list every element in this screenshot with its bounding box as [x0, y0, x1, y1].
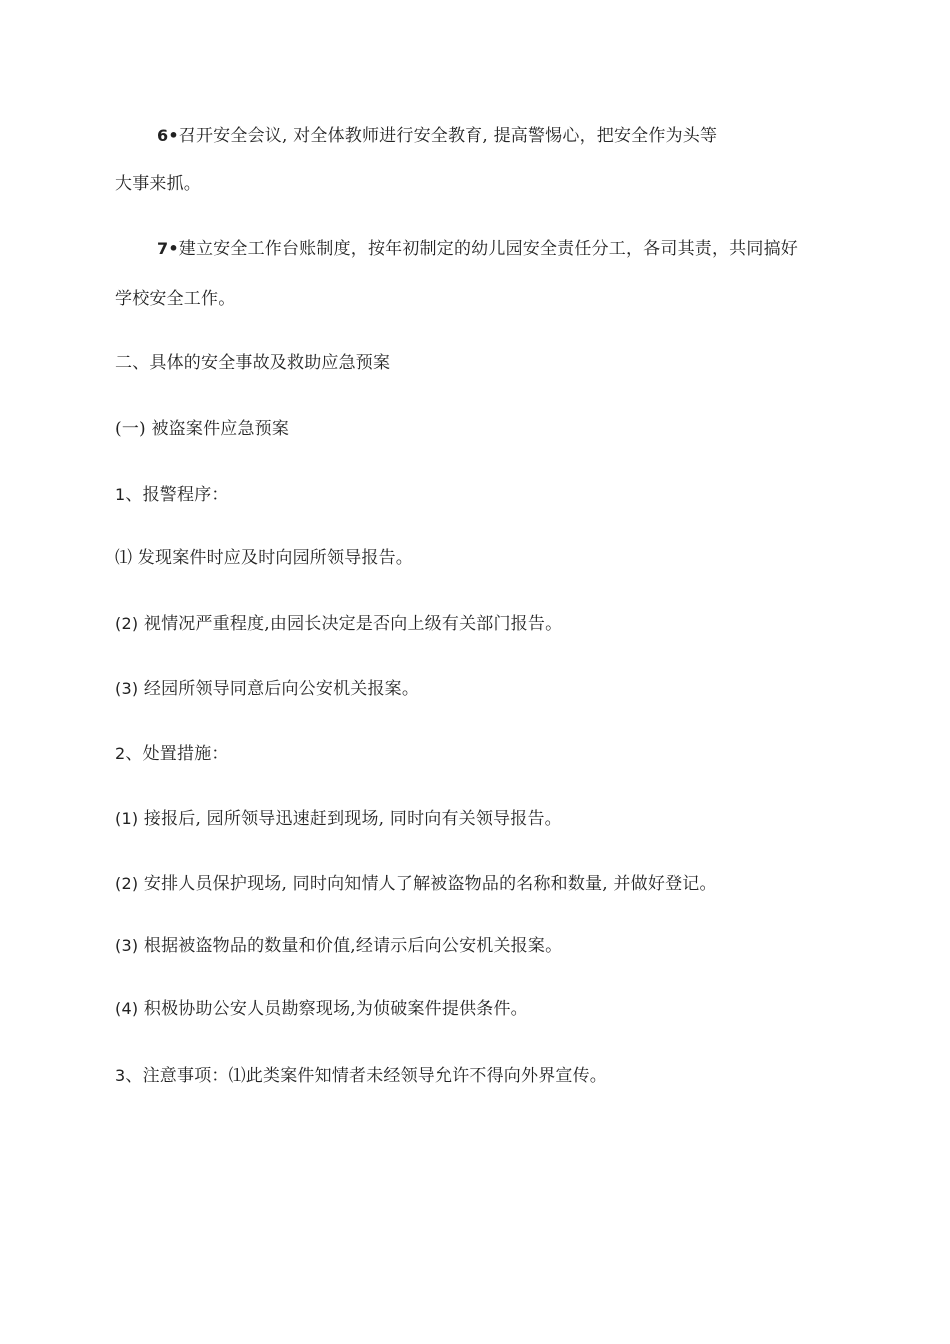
paragraph-continuation — [115, 287, 235, 311]
item-number: (2) — [115, 874, 139, 893]
section-heading — [115, 351, 390, 375]
item-number: 7• — [157, 239, 179, 258]
item-number: (2) — [115, 614, 139, 633]
paragraph-text: 学校安全工作。 — [115, 289, 236, 309]
paragraph-text: 、处置措施： — [125, 744, 229, 764]
paragraph-text: 经园所领导同意后向公安机关报案。 — [138, 679, 420, 699]
item-number: 6• — [157, 126, 179, 145]
paragraph-text: 视情况严重程度,由园长决定是否向上级有关部门报告。 — [138, 614, 563, 634]
list-item — [115, 997, 528, 1021]
paragraph-continuation — [115, 172, 201, 196]
list-heading-measures — [115, 742, 229, 766]
list-item — [115, 934, 562, 958]
item-number: 1 — [115, 485, 126, 504]
paragraph-text: 大事来抓。 — [115, 174, 201, 194]
list-item — [115, 677, 419, 701]
item-number: (1) — [115, 809, 139, 828]
paragraph-text: 、报警程序： — [125, 485, 229, 505]
paragraph-text: 接报后, 园所领导迅速赶到现场, 同时向有关领导报告。 — [138, 809, 562, 829]
heading-text: 二、具体的安全事故及救助应急预案 — [115, 353, 391, 373]
paragraph-text: 召开安全会议, 对全体教师进行安全教育, 提高警惕心，把安全作为头等 — [178, 126, 718, 146]
list-item — [115, 807, 562, 831]
subsection-heading — [115, 417, 289, 441]
paragraph-text: 安排人员保护现场, 同时向知情人了解被盗物品的名称和数量, 并做好登记。 — [138, 874, 717, 894]
paragraph-item-6 — [157, 124, 717, 148]
paragraph-text: 、注意事项：⑴此类案件知情者未经领导允许不得向外界宣传。 — [125, 1066, 607, 1086]
heading-text: (一) 被盗案件应急预案 — [115, 419, 290, 439]
item-number: (4) — [115, 999, 139, 1018]
list-item — [115, 872, 717, 896]
paragraph-text: 建立安全工作台账制度，按年初制定的幼儿园安全责任分工，各司其责，共同搞好 — [178, 239, 798, 259]
list-item — [115, 546, 413, 570]
paragraph-text: ⑴ 发现案件时应及时向园所领导报告。 — [115, 548, 414, 568]
item-number: (3) — [115, 679, 139, 698]
paragraph-text: 根据被盗物品的数量和价值,经请示后向公安机关报案。 — [138, 936, 563, 956]
paragraph-text: 积极协助公安人员勘察现场,为侦破案件提供条件。 — [138, 999, 528, 1019]
paragraph-item-7 — [157, 237, 798, 261]
item-number: 2 — [115, 744, 126, 763]
list-heading-notes — [115, 1064, 607, 1088]
item-number: 3 — [115, 1066, 126, 1085]
item-number: (3) — [115, 936, 139, 955]
list-heading-alarm-procedure — [115, 483, 229, 507]
list-item — [115, 612, 562, 636]
